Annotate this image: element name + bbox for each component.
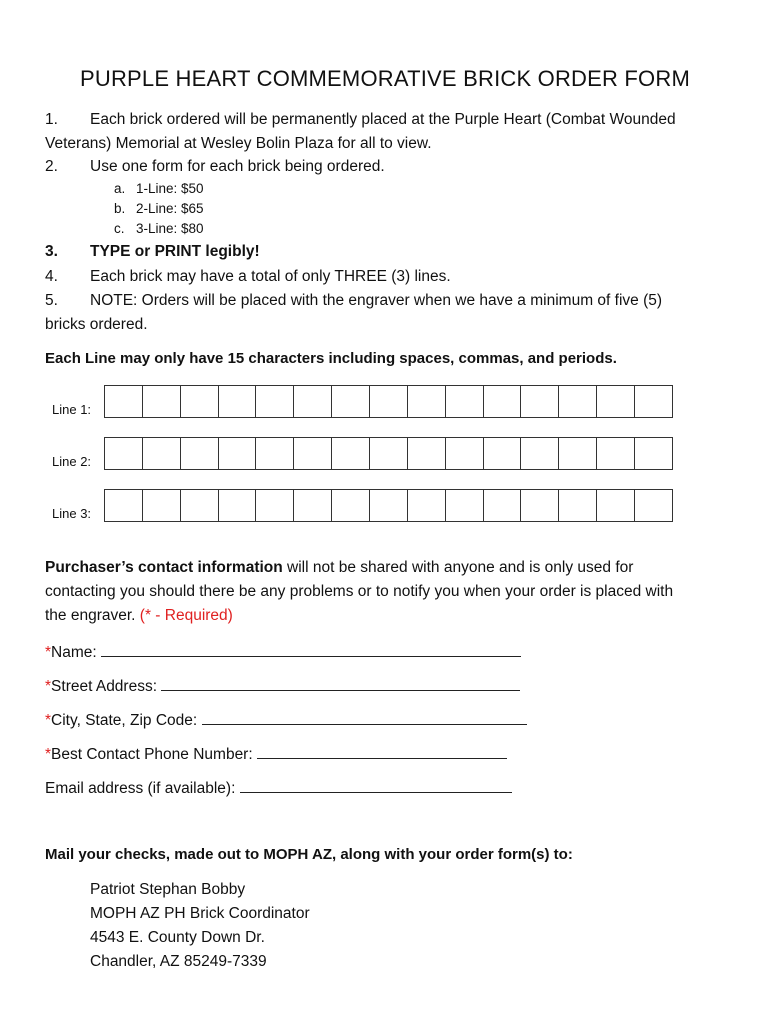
- list-item: [45, 292, 662, 310]
- price-item: [114, 181, 204, 196]
- address-line: MOPH AZ PH Brick Coordinator: [90, 905, 310, 922]
- address-line: 4543 E. County Down Dr.: [90, 929, 265, 946]
- line-2-character-grid[interactable]: [104, 437, 673, 470]
- char-box[interactable]: [484, 490, 522, 521]
- char-box[interactable]: [370, 438, 408, 469]
- contact-paragraph-line-3: [45, 607, 233, 625]
- field-label: City, State, Zip Code:: [51, 712, 202, 729]
- char-box[interactable]: [294, 490, 332, 521]
- char-box[interactable]: [635, 438, 672, 469]
- char-box[interactable]: [635, 490, 672, 521]
- list-item: [45, 243, 260, 261]
- item-text-continued: bricks ordered.: [45, 316, 148, 333]
- contact-paragraph-line-1: [45, 559, 633, 577]
- form-title: PURPLE HEART COMMEMORATIVE BRICK ORDER FORM: [79, 66, 690, 91]
- char-box[interactable]: [143, 386, 181, 417]
- char-box[interactable]: [521, 386, 559, 417]
- phone-field: [45, 744, 507, 764]
- char-box[interactable]: [521, 490, 559, 521]
- item-text: Use one form for each brick being ordered.: [90, 158, 385, 175]
- char-box[interactable]: [370, 490, 408, 521]
- required-asterisk: *: [45, 746, 52, 763]
- item-text: Each brick ordered will be permanently placed at the Purple Heart (Combat Wounded: [90, 111, 676, 128]
- line-3-character-grid[interactable]: [104, 489, 673, 522]
- field-label: Street Address:: [51, 678, 162, 695]
- char-box[interactable]: [597, 490, 635, 521]
- item-text: NOTE: Orders will be placed with the engraver when we have a minimum of five (5): [90, 292, 663, 309]
- char-box[interactable]: [446, 490, 484, 521]
- char-box[interactable]: [597, 438, 635, 469]
- price-letter: c.: [114, 221, 125, 236]
- price-item: [114, 201, 204, 216]
- field-label: Email address (if available):: [45, 780, 240, 797]
- required-note: (* - Required): [139, 607, 233, 624]
- char-box[interactable]: [484, 438, 522, 469]
- item-number: 3.: [45, 243, 58, 260]
- char-box[interactable]: [408, 490, 446, 521]
- required-asterisk: *: [45, 644, 52, 661]
- price-letter: b.: [114, 201, 126, 216]
- char-box[interactable]: [294, 386, 332, 417]
- char-box[interactable]: [484, 386, 522, 417]
- item-number: 1.: [45, 111, 58, 128]
- address-line: Patriot Stephan Bobby: [90, 881, 246, 898]
- char-box[interactable]: [332, 386, 370, 417]
- contact-heading: Purchaser’s contact information: [45, 559, 283, 576]
- char-box[interactable]: [105, 438, 143, 469]
- line-label: Line 3:: [52, 506, 92, 521]
- list-item: [45, 268, 451, 286]
- char-box[interactable]: [219, 490, 257, 521]
- item-number: 2.: [45, 158, 58, 175]
- name-input-line[interactable]: [101, 642, 521, 657]
- item-text: Each brick may have a total of only THREE (3) lines.: [90, 268, 451, 285]
- char-box[interactable]: [332, 490, 370, 521]
- price-letter: a.: [114, 181, 126, 196]
- char-box[interactable]: [219, 386, 257, 417]
- field-label: Best Contact Phone Number:: [51, 746, 257, 763]
- char-box[interactable]: [105, 490, 143, 521]
- name-field: [45, 642, 521, 662]
- item-number: 5.: [45, 292, 58, 309]
- city-state-zip-input-line[interactable]: [202, 710, 527, 725]
- required-asterisk: *: [45, 712, 52, 729]
- char-box[interactable]: [105, 386, 143, 417]
- char-box[interactable]: [597, 386, 635, 417]
- item-text-continued: Veterans) Memorial at Wesley Bolin Plaza for all to view.: [45, 135, 432, 152]
- price-text: 3-Line: $80: [136, 221, 204, 236]
- required-asterisk: *: [45, 678, 52, 695]
- char-box[interactable]: [446, 438, 484, 469]
- char-box[interactable]: [635, 386, 672, 417]
- line-label: Line 2:: [52, 454, 92, 469]
- char-box[interactable]: [559, 386, 597, 417]
- price-text: 1-Line: $50: [136, 181, 204, 196]
- street-address-field: [45, 676, 520, 696]
- char-box[interactable]: [332, 438, 370, 469]
- list-item: [45, 158, 385, 176]
- char-box[interactable]: [181, 490, 219, 521]
- char-box[interactable]: [181, 386, 219, 417]
- char-box[interactable]: [446, 386, 484, 417]
- char-box[interactable]: [559, 438, 597, 469]
- price-text: 2-Line: $65: [136, 201, 204, 216]
- list-item: [45, 111, 676, 129]
- city-state-zip-field: [45, 710, 527, 730]
- char-box[interactable]: [143, 438, 181, 469]
- char-box[interactable]: [256, 490, 294, 521]
- contact-paragraph-line-2: contacting you should there be any problems or to notify you when your order is placed with: [45, 583, 674, 600]
- char-box[interactable]: [256, 386, 294, 417]
- character-rule: Each Line may only have 15 characters including spaces, commas, and periods.: [45, 350, 617, 367]
- field-label: Name:: [51, 644, 102, 661]
- char-box[interactable]: [256, 438, 294, 469]
- char-box[interactable]: [559, 490, 597, 521]
- item-text: TYPE or PRINT legibly!: [90, 243, 260, 260]
- price-item: [114, 221, 204, 236]
- item-number: 4.: [45, 268, 58, 285]
- address-line: Chandler, AZ 85249-7339: [90, 953, 267, 970]
- street-address-input-line[interactable]: [161, 676, 520, 691]
- phone-input-line[interactable]: [257, 744, 507, 759]
- email-field: [45, 778, 512, 798]
- email-input-line[interactable]: [240, 778, 512, 793]
- char-box[interactable]: [181, 438, 219, 469]
- char-box[interactable]: [219, 438, 257, 469]
- char-box[interactable]: [408, 386, 446, 417]
- char-box[interactable]: [521, 438, 559, 469]
- char-box[interactable]: [294, 438, 332, 469]
- char-box[interactable]: [408, 438, 446, 469]
- contact-text: the engraver.: [45, 607, 140, 624]
- char-box[interactable]: [370, 386, 408, 417]
- contact-text: will not be shared with anyone and is only used for: [282, 559, 634, 576]
- line-1-character-grid[interactable]: [104, 385, 673, 418]
- line-label: Line 1:: [52, 402, 92, 417]
- char-box[interactable]: [143, 490, 181, 521]
- mail-heading: Mail your checks, made out to MOPH AZ, along with your order form(s) to:: [45, 846, 573, 863]
